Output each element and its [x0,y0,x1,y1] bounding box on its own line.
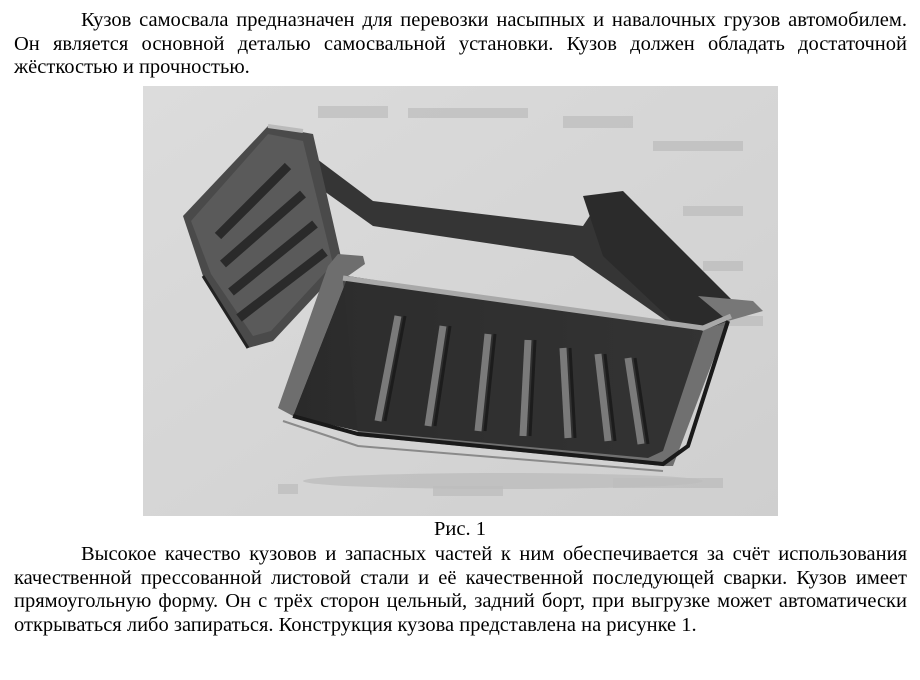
dump-truck-body-image [143,86,778,516]
figure-caption: Рис. 1 [434,518,486,540]
description-paragraph: Высокое качество кузовов и запасных частей к ним обеспечивается за счёт использования качественной прессованной листовой стали и её качественной последующей сварки. Кузов имеет прямоугольную форму. Он с трёх сторон цельный, задний борт, при выгрузке может автоматически открываться либо запираться. Конструкция кузова представлена на рисунке 1. [14,543,907,636]
dump-truck-body-figure [143,86,778,516]
intro-paragraph: Кузов самосвала предназначен для перевозки насыпных и навалочных грузов автомобилем. Он является основной деталью самосвальной установки. Кузов должен обладать достаточной жёсткостью и прочностью. [14,9,907,79]
